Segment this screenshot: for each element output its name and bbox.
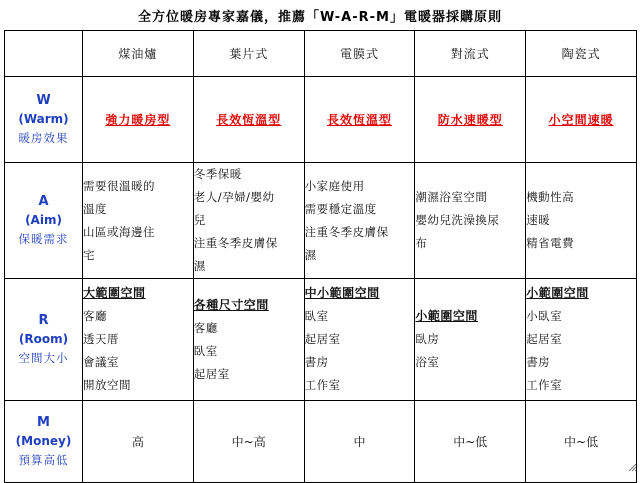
aim-line: 濕 [305,244,415,267]
room-cell [415,279,526,401]
money-cell: 中~低 [526,401,637,483]
warm-value: 長效恆溫型 [216,113,281,127]
row-chinese: 暖房效果 [5,129,82,148]
room-cell [304,279,415,401]
aim-line: 嬰幼兒洗澡換尿 [415,209,525,232]
room-item: 工作室 [526,374,636,397]
row-header-money [5,401,83,483]
corner-cell [5,31,83,77]
aim-line: 宅 [83,244,193,267]
aim-line: 潮濕浴室空間 [415,186,525,209]
column-header: 煤油爐 [83,31,194,77]
aim-cell [193,163,304,279]
row-english: (Room) [5,330,82,349]
warm-value: 強力暖房型 [105,113,170,127]
table-row-aim [5,163,637,279]
aim-line: 老人/孕婦/嬰幼 [194,186,304,209]
room-item: 浴室 [415,351,525,374]
table-row-warm [5,77,637,163]
row-english: (Money) [5,432,82,451]
room-item: 小臥室 [526,305,636,328]
resize-grip-icon[interactable] [627,462,637,472]
warm-value: 防水速暖型 [438,113,503,127]
warm-cell [415,77,526,163]
room-heading: 小範圍空間 [526,282,636,305]
room-item: 臥房 [415,328,525,351]
aim-line: 濕 [194,255,304,278]
aim-line: 兒 [194,209,304,232]
row-chinese: 保暖需求 [5,230,82,249]
room-item: 書房 [526,351,636,374]
room-heading: 各種尺寸空間 [194,294,304,317]
column-header: 對流式 [415,31,526,77]
aim-line: 精省電費 [526,232,636,255]
room-item: 會議室 [83,351,193,374]
aim-cell [83,163,194,279]
room-item: 工作室 [305,374,415,397]
aim-line: 機動性高 [526,186,636,209]
room-item: 起居室 [526,328,636,351]
room-item: 客廳 [83,305,193,328]
room-item: 臥室 [305,305,415,328]
aim-line: 溫度 [83,198,193,221]
room-item: 起居室 [194,363,304,386]
table-row-room [5,279,637,401]
row-chinese: 預算高低 [5,451,82,470]
room-item: 起居室 [305,328,415,351]
warm-value: 小空間速暖 [549,113,614,127]
row-letter: R [5,311,82,330]
room-item: 客廳 [194,317,304,340]
row-letter: M [5,413,82,432]
row-letter: W [5,91,82,110]
aim-cell [526,163,637,279]
aim-line: 注重冬季皮膚保 [194,232,304,255]
room-item: 透天厝 [83,328,193,351]
room-heading: 大範圍空間 [83,282,193,305]
column-header: 葉片式 [193,31,304,77]
aim-line: 速暖 [526,209,636,232]
room-cell [193,279,304,401]
aim-line: 注重冬季皮膚保 [305,221,415,244]
room-heading: 小範圍空間 [415,305,525,328]
aim-line: 需要穩定溫度 [305,198,415,221]
warm-cell [193,77,304,163]
row-english: (Aim) [5,211,82,230]
warm-cell [304,77,415,163]
warm-cell [83,77,194,163]
aim-cell [304,163,415,279]
table-row-money [5,401,637,483]
row-english: (Warm) [5,110,82,129]
page-title: 全方位暖房專家嘉儀，推薦「W-A-R-M」電暖器採購原則 [0,6,640,25]
money-cell: 中~低 [415,401,526,483]
aim-cell [415,163,526,279]
row-header-aim [5,163,83,279]
money-cell: 中 [304,401,415,483]
money-cell: 高 [83,401,194,483]
row-letter: A [5,192,82,211]
row-header-room [5,279,83,401]
aim-line: 布 [415,232,525,255]
aim-line: 需要很溫暖的 [83,175,193,198]
row-chinese: 空間大小 [5,349,82,368]
room-item: 開放空間 [83,374,193,397]
aim-line: 小家庭使用 [305,175,415,198]
column-header: 陶瓷式 [526,31,637,77]
warm-criteria-table [4,30,637,483]
room-cell [83,279,194,401]
room-item: 書房 [305,351,415,374]
warm-cell [526,77,637,163]
room-heading: 中小範圍空間 [305,282,415,305]
row-header-warm [5,77,83,163]
column-header: 電膜式 [304,31,415,77]
warm-value: 長效恆溫型 [327,113,392,127]
room-item: 臥室 [194,340,304,363]
money-cell: 中~高 [193,401,304,483]
aim-line: 山區或海邊住 [83,221,193,244]
table-header-row [5,31,637,77]
aim-line: 冬季保暖 [194,163,304,186]
room-cell [526,279,637,401]
